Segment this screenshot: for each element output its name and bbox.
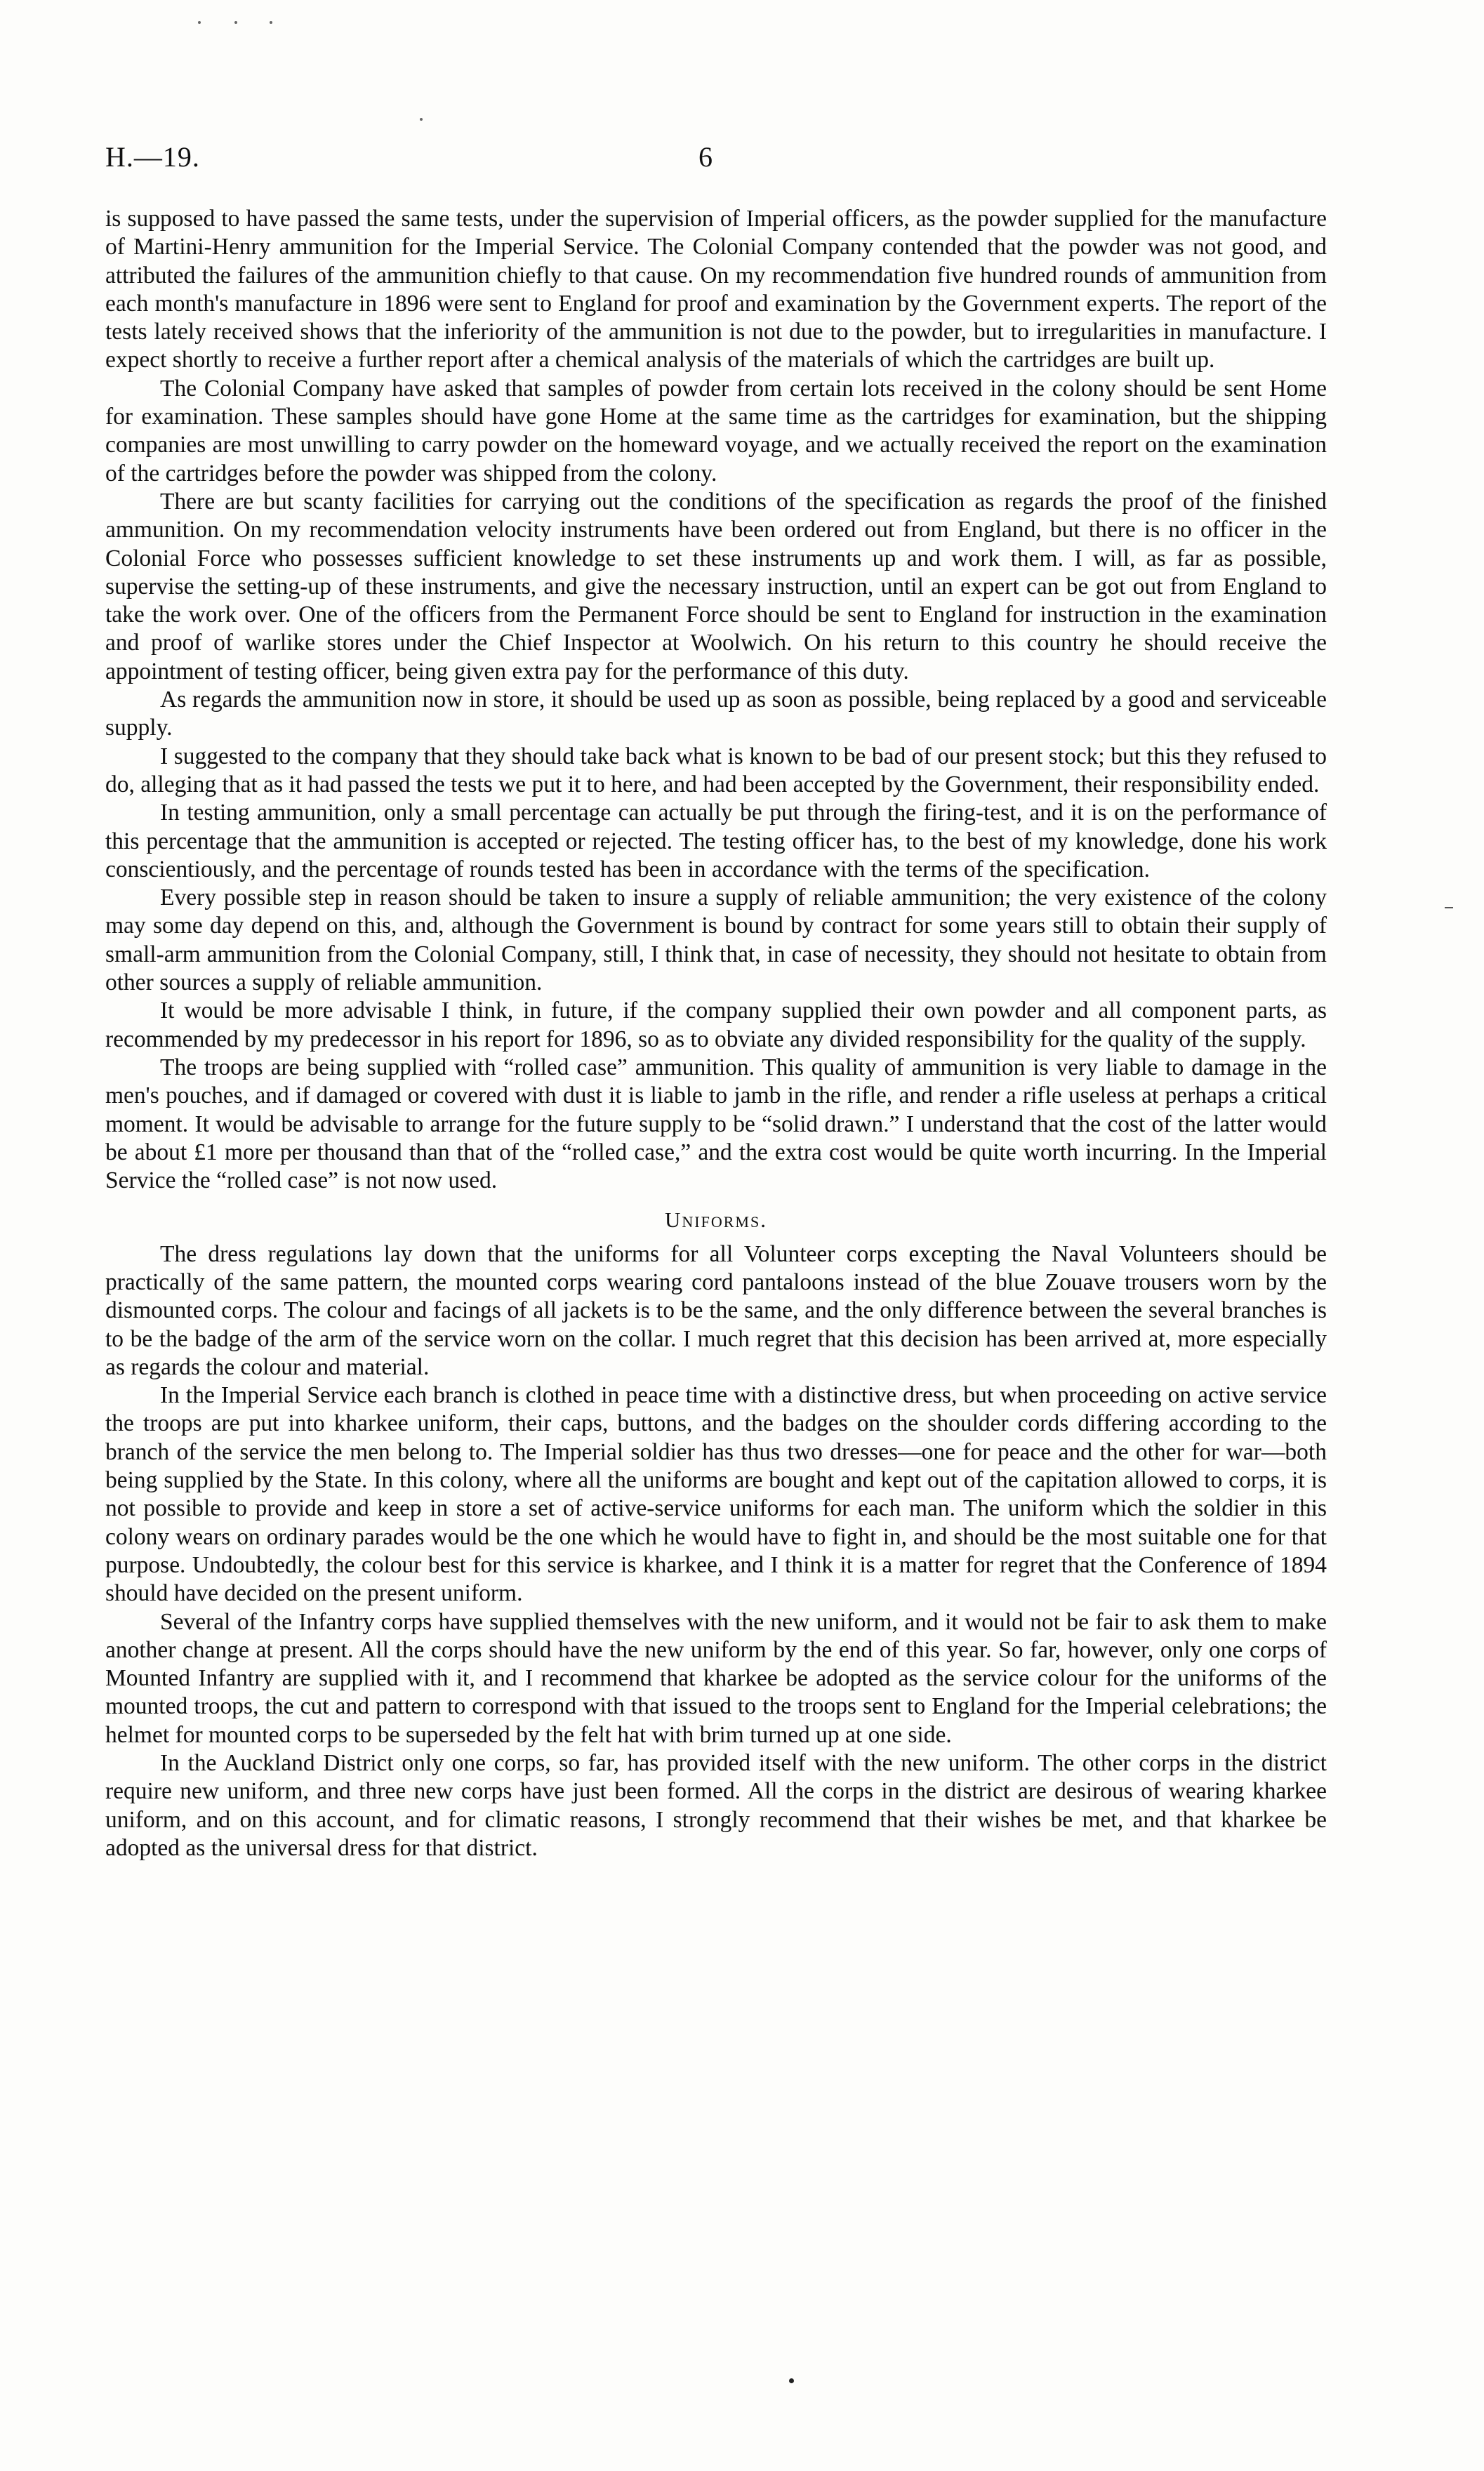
paragraph: is supposed to have passed the same tests, under the supervision of Imperial officers, as the powder supplied for the manufacture of Martini-Henry ammunition for the Imperial Service. The Colonial Company contended that the powder was not good, and attributed the failures of the ammunition chiefly to that cause. On my recommendation five hundred rounds of ammunition from each month's manufacture in 1896 were sent to England for proof and examination by the Government experts. The report of the tests lately received shows that the inferiority of the ammunition is not due to the powder, but to irregularities in manufacture. I expect shortly to receive a further report after a chemical analysis of the materials of which the cartridges are built up. — [105, 206, 1327, 373]
paragraph: In the Auckland District only one corps, so far, has provided itself with the new uniform. The other corps in the district require new uniform, and three new corps have just been formed. All the corps in the district are desirous of wearing kharkee uniform, and on this account, and for climatic reasons, I strongly recommend that their wishes be met, and that kharkee be adopted as the universal dress for that district. — [105, 1750, 1327, 1861]
paragraph: In testing ammunition, only a small percentage can actually be put through the firing-test, and it is on the performance of this percentage that the ammunition is accepted or rejected. The testing officer has, to the best of my knowledge, done his work conscientiously, and the percentage of rounds tested has been in accordance with the terms of the specification. — [105, 800, 1327, 882]
paragraph: In the Imperial Service each branch is clothed in peace time with a distinctive dress, but when proceeding on active service the troops are put into kharkee uniform, their caps, buttons, and the badges on the shoulder cords differing according to the branch of the service the men belong to. The Imperial soldier has thus two dresses—one for peace and the other for war—both being supplied by the State. In this colony, where all the uniforms are bought and kept out of the capitation allowed to corps, it is not possible to provide and keep in store a set of active-service uniforms for each man. The uniform which the soldier in this colony wears on ordinary parades would be the one which he would have to fight in, and should be the most suitable one for that purpose. Undoubtedly, the colour best for this service is kharkee, and I think it is a matter for regret that the Conference of 1894 should have decided on the present uniform. — [105, 1382, 1327, 1607]
paragraph: The dress regulations lay down that the uniforms for all Volunteer corps excepting the Naval Volunteers should be practically of the same pattern, the mounted corps wearing cord pantaloons instead of the blue Zouave trousers worn by the dismounted corps. The colour and facings of all jackets is to be the same, and the only difference between the several branches is to be the badge of the arm of the service worn on the collar. I much regret that this decision has been arrived at, more especially as regards the colour and material. — [105, 1240, 1327, 1380]
footer-dot — [789, 2378, 794, 2383]
scan-speck — [420, 118, 423, 121]
paragraph: There are but scanty facilities for carrying out the conditions of the specification as regards the proof of the finished ammunition. On my recommendation velocity instruments have been ordered out from England, but there is no officer in the Colonial Force who possesses sufficient knowledge to set these instruments up and work them. I will, as far as possible, supervise the setting-up of these instruments, and give the necessary instruction, until an expert can be got out from England to take the work over. One of the officers from the Permanent Force should be sent to England for instruction in the examination and proof of warlike stores under the Chief Inspector at Woolwich. On his return to this country he should receive the appointment of testing officer, being given extra pay for the performance of this duty. — [105, 488, 1327, 684]
scan-speck — [270, 21, 272, 24]
body-text — [105, 205, 1327, 1862]
paragraph: It would be more advisable I think, in future, if the company supplied their own powder and all component parts, as recommended by my predecessor in his report for 1896, so as to obviate any divided responsibility for the quality of the supply. — [105, 998, 1327, 1052]
margin-mark — [1445, 907, 1453, 908]
paragraph: The Colonial Company have asked that samples of powder from certain lots received in the colony should be sent Home for examination. These samples should have gone Home at the same time as the cartridges for examination, but the shipping companies are most unwilling to carry powder on the homeward voyage, and we actually received the report on the examination of the cartridges before the powder was shipped from the colony. — [105, 375, 1327, 486]
page-number: 6 — [698, 141, 713, 173]
paragraph: Every possible step in reason should be taken to insure a supply of reliable ammunition; the very existence of the colony may some day depend on this, and, although the Government is bound by contract for some years still to obtain their supply of small-arm ammunition from the Colonial Company, still, I think that, in case of necessity, they should not hesitate to obtain from other sources a supply of reliable ammunition. — [105, 885, 1327, 996]
scan-speck — [234, 21, 237, 24]
paragraph: The troops are being supplied with “rolled case” ammunition. This quality of ammunition is very liable to damage in the men's pouches, and if damaged or covered with dust it is liable to jamb in the rifle, and render a rifle useless at perhaps a critical moment. It would be advisable to arrange for the future supply to be “solid drawn.” I understand that the cost of the latter would be about £1 more per thousand than that of the “rolled case,” and the extra cost would be quite worth incurring. In the Imperial Service the “rolled case” is not now used. — [105, 1054, 1327, 1194]
section-heading-uniforms: Uniforms. — [665, 1207, 767, 1233]
paragraph: Several of the Infantry corps have supplied themselves with the new uniform, and it would not be fair to ask them to make another change at present. All the corps should have the new uniform by the end of this year. So far, however, only one corps of Mounted Infantry are supplied with it, and I recommend that kharkee be adopted as the service colour for the uniforms of the mounted troops, the cut and pattern to correspond with that issued to the troops sent to England for the Imperial celebrations; the helmet for mounted corps to be superseded by the felt hat with brim turned up at one side. — [105, 1608, 1327, 1748]
paragraph: As regards the ammunition now in store, it should be used up as soon as possible, being replaced by a good and serviceable supply. — [105, 687, 1327, 741]
scan-speck — [198, 21, 201, 24]
page-header — [105, 140, 1327, 183]
paragraph: I suggested to the company that they should take back what is known to be bad of our present stock; but this they refused to do, alleging that as it had passed the tests we put it to here, and had been accepted by the Government, their responsibility ended. — [105, 743, 1327, 797]
document-reference: H.—19. — [105, 141, 200, 173]
